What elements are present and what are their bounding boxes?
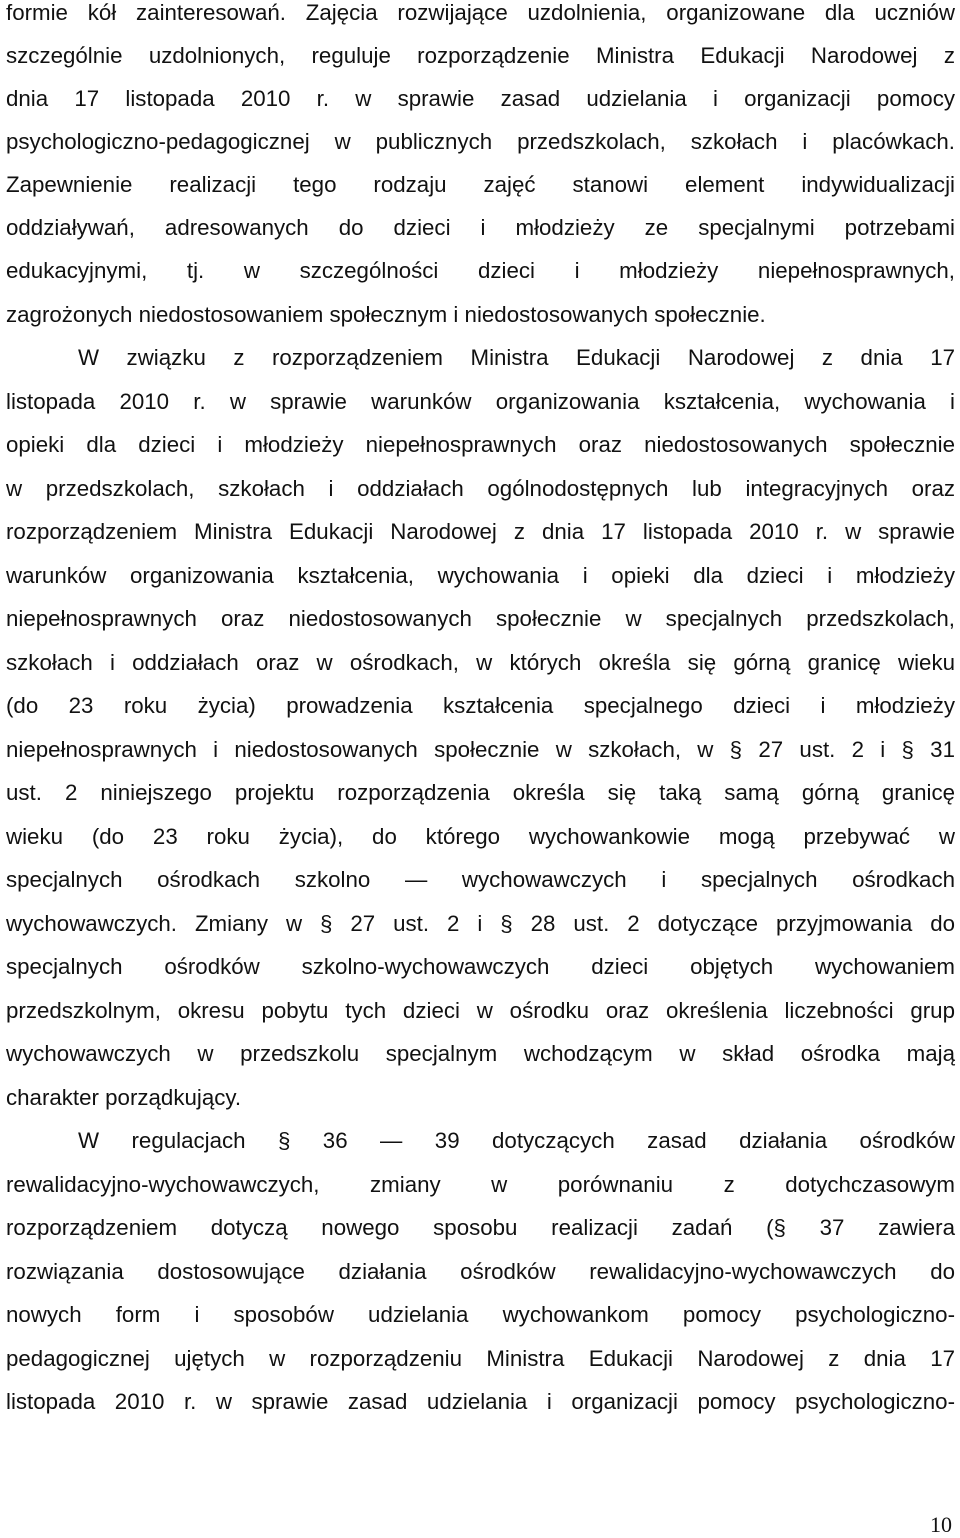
text-line: szczególnie uzdolnionych, reguluje rozporządzenie Ministra Edukacji Narodowej z xyxy=(6,43,955,68)
text-line: pedagogicznej ujętych w rozporządzeniu Ministra Edukacji Narodowej z dnia 17 xyxy=(6,1346,955,1371)
text-line: Zapewnienie realizacji tego rodzaju zajęć stanowi element indywidualizacji xyxy=(6,172,955,197)
text-line: wychowawczych w przedszkolu specjalnym wchodzącym w skład ośrodka mają xyxy=(6,1041,955,1066)
text-line: wieku (do 23 roku życia), do którego wychowankowie mogą przebywać w xyxy=(6,824,955,849)
text-line: psychologiczno-pedagogicznej w publicznych przedszkolach, szkołach i placówkach. xyxy=(6,129,955,154)
text-line: (do 23 roku życia) prowadzenia kształcenia specjalnego dzieci i młodzieży xyxy=(6,693,955,718)
page-number: 10 xyxy=(930,1512,952,1537)
text-line: wychowawczych. Zmiany w § 27 ust. 2 i § 28 ust. 2 dotyczące przyjmowania do xyxy=(6,911,955,936)
text-line: przedszkolnym, okresu pobytu tych dzieci w ośrodku oraz określenia liczebności grup xyxy=(6,998,955,1023)
text-line: W regulacjach § 36 — 39 dotyczących zasad działania ośrodków xyxy=(78,1128,955,1153)
text-line: rewalidacyjno-wychowawczych, zmiany w porównaniu z dotychczasowym xyxy=(6,1172,955,1197)
text-line: dnia 17 listopada 2010 r. w sprawie zasad udzielania i organizacji pomocy xyxy=(6,86,955,111)
text-line: edukacyjnymi, tj. w szczególności dzieci i młodzieży niepełnosprawnych, xyxy=(6,258,955,283)
text-line: oddziaływań, adresowanych do dzieci i młodzieży ze specjalnymi potrzebami xyxy=(6,215,955,240)
text-line: rozporządzeniem Ministra Edukacji Narodowej z dnia 17 listopada 2010 r. w sprawie xyxy=(6,519,955,544)
text-line: listopada 2010 r. w sprawie zasad udzielania i organizacji pomocy psychologiczno- xyxy=(6,1389,955,1414)
text-line: rozporządzeniem dotyczą nowego sposobu realizacji zadań (§ 37 zawiera xyxy=(6,1215,955,1240)
text-line: rozwiązania dostosowujące działania ośrodków rewalidacyjno-wychowawczych do xyxy=(6,1259,955,1284)
text-line: niepełnosprawnych i niedostosowanych społecznie w szkołach, w § 27 ust. 2 i § 31 xyxy=(6,737,955,762)
text-line: W związku z rozporządzeniem Ministra Edukacji Narodowej z dnia 17 xyxy=(78,345,955,370)
text-line: zagrożonych niedostosowaniem społecznym i niedostosowanych społecznie. xyxy=(6,302,766,327)
text-line: listopada 2010 r. w sprawie warunków organizowania kształcenia, wychowania i xyxy=(6,389,955,414)
text-line: specjalnych ośrodków szkolno-wychowawczych dzieci objętych wychowaniem xyxy=(6,954,955,979)
text-line: specjalnych ośrodkach szkolno — wychowawczych i specjalnych ośrodkach xyxy=(6,867,955,892)
text-line: formie kół zainteresowań. Zajęcia rozwijające uzdolnienia, organizowane dla uczniów xyxy=(6,0,955,25)
text-line: charakter porządkujący. xyxy=(6,1085,242,1110)
text-line: w przedszkolach, szkołach i oddziałach ogólnodostępnych lub integracyjnych oraz xyxy=(6,476,955,501)
text-line: szkołach i oddziałach oraz w ośrodkach, w których określa się górną granicę wieku xyxy=(6,650,955,675)
text-line: niepełnosprawnych oraz niedostosowanych społecznie w specjalnych przedszkolach, xyxy=(6,606,955,631)
text-line: ust. 2 niniejszego projektu rozporządzenia określa się taką samą górną granicę xyxy=(6,780,955,805)
text-line: nowych form i sposobów udzielania wychowankom pomocy psychologiczno- xyxy=(6,1302,955,1327)
text-line: opieki dla dzieci i młodzieży niepełnosprawnych oraz niedostosowanych społecznie xyxy=(6,432,955,457)
text-line: warunków organizowania kształcenia, wychowania i opieki dla dzieci i młodzieży xyxy=(6,563,955,588)
